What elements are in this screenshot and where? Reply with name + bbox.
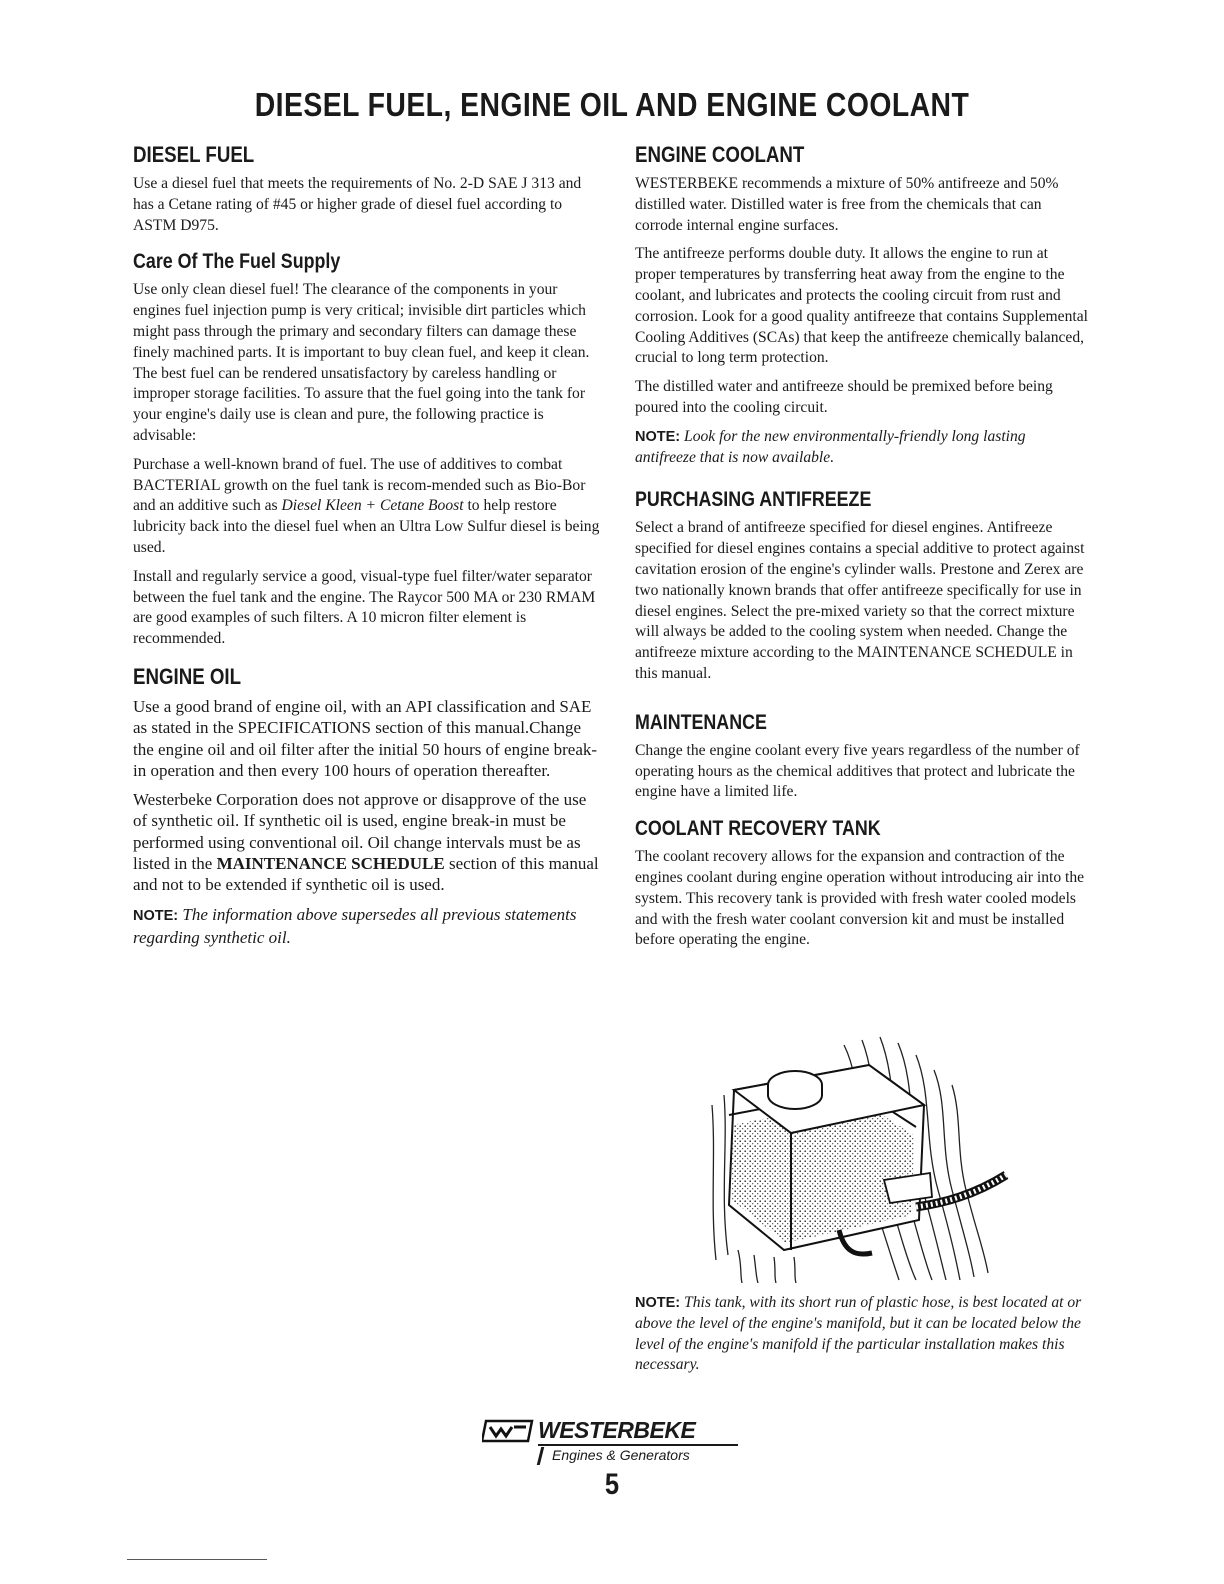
paragraph-synthetic-oil bbox=[133, 789, 603, 895]
section-engine-oil bbox=[133, 664, 603, 948]
heading-engine-oil: ENGINE OIL bbox=[133, 663, 242, 689]
brand-tagline: Engines & Generators bbox=[552, 1447, 690, 1463]
page-number: 5 bbox=[604, 1468, 620, 1501]
brand-name: WESTERBEKE bbox=[538, 1417, 696, 1443]
section-diesel-fuel bbox=[133, 142, 603, 236]
westerbeke-logo bbox=[482, 1417, 744, 1469]
paragraph: Change the engine coolant every five years regardless of the number of operating hours as the chemical additives that protect and lubricate the engine have a limited life. bbox=[635, 741, 1080, 801]
note-text: This tank, with its short run of plastic hose, is best located at or above the level of the engine's manifold, but it can be located below the level of the engine's manifold if the particular installation makes this necessary. bbox=[635, 1294, 1082, 1374]
heading-care-fuel-supply: Care Of The Fuel Supply bbox=[133, 250, 341, 274]
page-title: DIESEL FUEL, ENGINE OIL AND ENGINE COOLANT bbox=[254, 86, 970, 123]
text-run-bold: MAINTENANCE SCHEDULE bbox=[216, 854, 445, 874]
heading-engine-coolant: ENGINE COOLANT bbox=[635, 142, 805, 167]
right-column bbox=[635, 142, 1090, 965]
divider bbox=[538, 1444, 738, 1446]
paragraph-additives bbox=[133, 455, 603, 559]
left-column bbox=[133, 142, 603, 962]
text-run: to help restore lubricity back into the diesel fuel when an Ultra Low Sulfur diesel is being used. bbox=[133, 497, 600, 556]
note-paragraph bbox=[635, 1293, 1085, 1376]
section-care-fuel-supply bbox=[133, 250, 603, 650]
westerbeke-w-logo-icon bbox=[482, 1419, 534, 1443]
divider bbox=[537, 1447, 544, 1465]
heading-maintenance: MAINTENANCE bbox=[635, 710, 767, 734]
paragraph: Use a good brand of engine oil, with an API classification and SAE as stated in the SPECIFICATIONS section of this manual.Change the engine oil and oil filter after the initial 50 hours of engine break-in operation and then every 100 hours of operation thereafter. bbox=[133, 696, 598, 780]
note-synthetic-oil bbox=[133, 904, 603, 949]
paragraph: Install and regularly service a good, visual-type fuel filter/water separator between the fuel tank and the engine. The Raycor 500 MA or 230 RMAM are good examples of such filters. A 10 micron filter element is recommended. bbox=[133, 567, 596, 648]
section-coolant-recovery-tank bbox=[635, 817, 1090, 951]
note-label: NOTE: bbox=[635, 1295, 681, 1311]
note-antifreeze bbox=[635, 427, 1090, 469]
text-run: Westerbeke Corporation does not approve or disapprove of the use of synthetic oil. If synthetic oil is used, engine break-in must be performed using conventional oil. Oil change intervals must be as listed in the bbox=[133, 790, 587, 874]
note-tank-location bbox=[635, 1293, 1085, 1384]
text-run: section of this manual and not to be extended if synthetic oil is used. bbox=[133, 854, 599, 895]
note-label: NOTE: bbox=[635, 428, 681, 445]
note-label: NOTE: bbox=[133, 907, 179, 924]
heading-purchasing-antifreeze: PURCHASING ANTIFREEZE bbox=[635, 488, 872, 512]
paragraph: The antifreeze performs double duty. It allows the engine to run at proper temperatures by transferring heat away from the engine to the coolant, and lubricates and protects the cooling circuit from rust and corrosion. Look for a good quality antifreeze that contains Supplemental Cooling Additives (SCAs) that keep the antifreeze chemically balanced, crucial to long term protection. bbox=[635, 245, 1088, 367]
text-run: Purchase a well-known brand of fuel. The use of additives to combat BACTERIAL growth on the fuel tank is recom-mended such as Bio-Bor and an additive such as bbox=[133, 455, 586, 515]
section-engine-coolant bbox=[635, 142, 1090, 468]
text-run-italic: Diesel Kleen + Cetane Boost bbox=[281, 497, 464, 515]
coolant-recovery-tank-illustration bbox=[694, 1025, 1016, 1283]
paragraph: Use only clean diesel fuel! The clearance of the components in your engines fuel injection pump is very critical; invisible dirt particles which might pass through the primary and secondary filters can damage these finely machined parts. It is important to buy clean fuel, and keep it clean. The best fuel can be rendered unsatisfactory by careless handling or improper storage facilities. To assure that the fuel going into the tank for your engine's daily use is clean and pure, the following practice is advisable: bbox=[133, 281, 590, 444]
heading-coolant-recovery-tank: COOLANT RECOVERY TANK bbox=[635, 817, 881, 841]
paragraph: Select a brand of antifreeze specified for diesel engines. Antifreeze specified for diesel engines contains a special additive to protect against cavitation erosion of the engine's cylinder walls. Prestone and Zerex are two nationally known brands that offer antifreeze specifically for use in diesel engines. Select the pre-mixed variety so that the correct mixture will always be added to the cooling system when needed. Change the antifreeze mixture according to the MAINTENANCE SCHEDULE in this manual. bbox=[635, 519, 1085, 682]
note-text: The information above supersedes all previous statements regarding synthetic oil. bbox=[133, 904, 577, 947]
paragraph: WESTERBEKE recommends a mixture of 50% antifreeze and 50% distilled water. Distilled water is free from the chemicals that can corrode internal engine surfaces. bbox=[635, 175, 1059, 234]
divider bbox=[127, 1559, 267, 1560]
paragraph: Use a diesel fuel that meets the requirements of No. 2-D SAE J 313 and has a Cetane rating of #45 or higher grade of diesel fuel according to ASTM D975. bbox=[133, 175, 582, 234]
paragraph: The coolant recovery allows for the expansion and contraction of the engines coolant during engine operation without introducing air into the system. This recovery tank is provided with fresh water cooled models and with the fresh water coolant conversion kit and must be installed before operating the engine. bbox=[635, 848, 1085, 949]
heading-diesel-fuel: DIESEL FUEL bbox=[133, 142, 255, 167]
section-maintenance bbox=[635, 711, 1090, 803]
paragraph: The distilled water and antifreeze should be premixed before being poured into the cooling circuit. bbox=[635, 378, 1053, 416]
section-purchasing-antifreeze bbox=[635, 488, 1090, 684]
note-text: Look for the new environmentally-friendly long lasting antifreeze that is now available. bbox=[635, 427, 1026, 466]
